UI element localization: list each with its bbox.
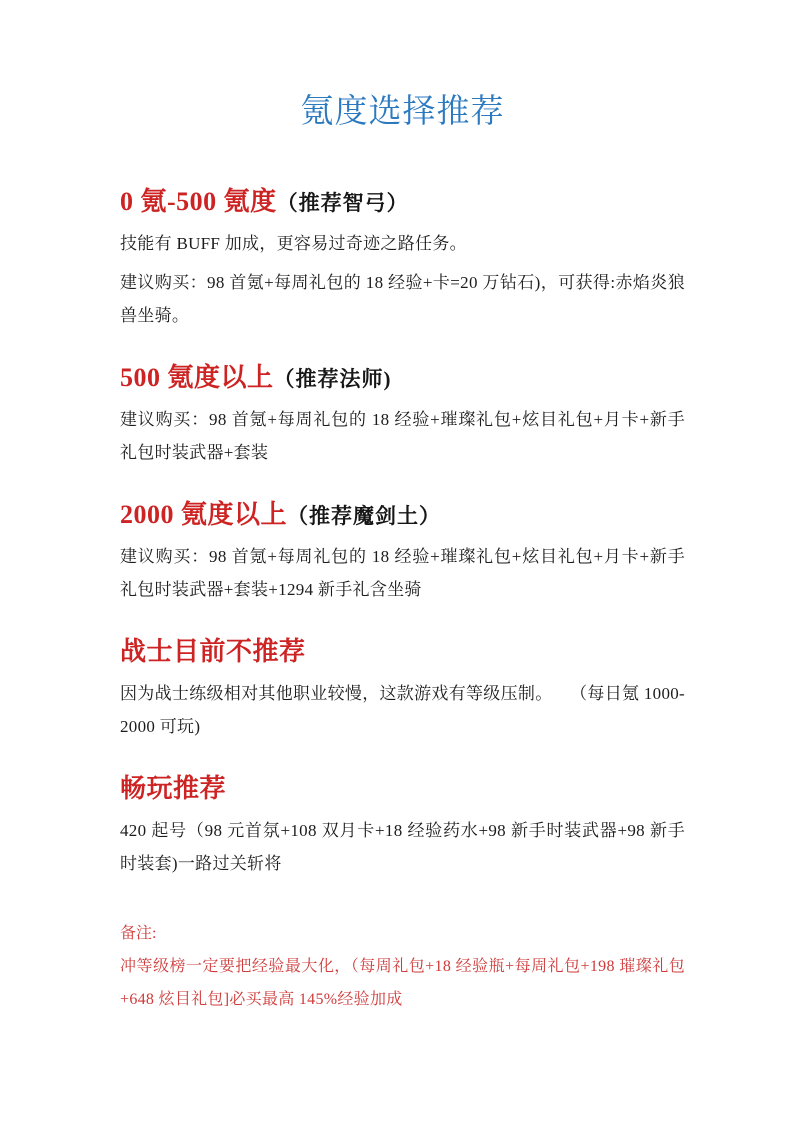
section-heading-red-text: 500 氪度以上 bbox=[120, 363, 274, 392]
section-heading bbox=[120, 360, 685, 397]
section-heading-red-text: 0 氪-500 氪度 bbox=[120, 187, 277, 216]
section-heading bbox=[120, 184, 685, 221]
paragraph: 技能有 BUFF 加成，更容易过奇迹之路任务。 bbox=[120, 234, 467, 253]
section-500-plus-krypton bbox=[120, 360, 685, 469]
section-heading-red-text: 战士目前不推荐 bbox=[120, 637, 306, 666]
section-heading bbox=[120, 634, 685, 671]
note-text: 冲等级榜一定要把经验最大化，（每周礼包+18 经验瓶+每周礼包+198 璀璨礼包+648 炫目礼包]必买最高 145%经验加成 bbox=[120, 958, 685, 1008]
section-heading bbox=[120, 497, 685, 534]
section-2000-plus-krypton bbox=[120, 497, 685, 606]
document-title: 氪度选择推荐 bbox=[300, 94, 505, 130]
section-heading-red-text: 2000 氪度以上 bbox=[120, 500, 288, 529]
paragraph: 建议购买：98 首氪+每周礼包的 18 经验+璀璨礼包+炫目礼包+月卡+新手礼包时装武器+套装+1294 新手礼含坐骑 bbox=[120, 547, 685, 599]
section-heading-note: （推荐智弓） bbox=[276, 191, 409, 215]
section-heading bbox=[120, 771, 685, 808]
note-label: 备注: bbox=[120, 925, 157, 942]
section-casual-play-recommendation bbox=[120, 771, 685, 880]
section-heading-red-text: 畅玩推荐 bbox=[120, 774, 227, 803]
section-heading-note: （推荐魔剑土） bbox=[287, 504, 442, 528]
section-warrior-not-recommended bbox=[120, 634, 685, 743]
section-heading-note: （推荐法师) bbox=[273, 367, 392, 391]
paragraph: 建议购买：98 首氪+每周礼包的 18 经验+璀璨礼包+炫目礼包+月卡+新手礼包时装武器+套装 bbox=[120, 410, 685, 462]
paragraph: 420 起号（98 元首氛+108 双月卡+18 经验药水+98 新手时装武器+98 新手时装套)一路过关斩将 bbox=[120, 821, 685, 873]
section-0-500-krypton bbox=[120, 184, 685, 332]
paragraph: 建议购买：98 首氪+每周礼包的 18 经验+卡=20 万钻石)，可获得:赤焰炎狼兽坐骑。 bbox=[120, 273, 685, 325]
remarks-note bbox=[120, 918, 685, 1016]
paragraph: 因为战士练级相对其他职业较慢，这款游戏有等级压制。 （每日氪 1000-2000 可玩) bbox=[120, 684, 686, 736]
